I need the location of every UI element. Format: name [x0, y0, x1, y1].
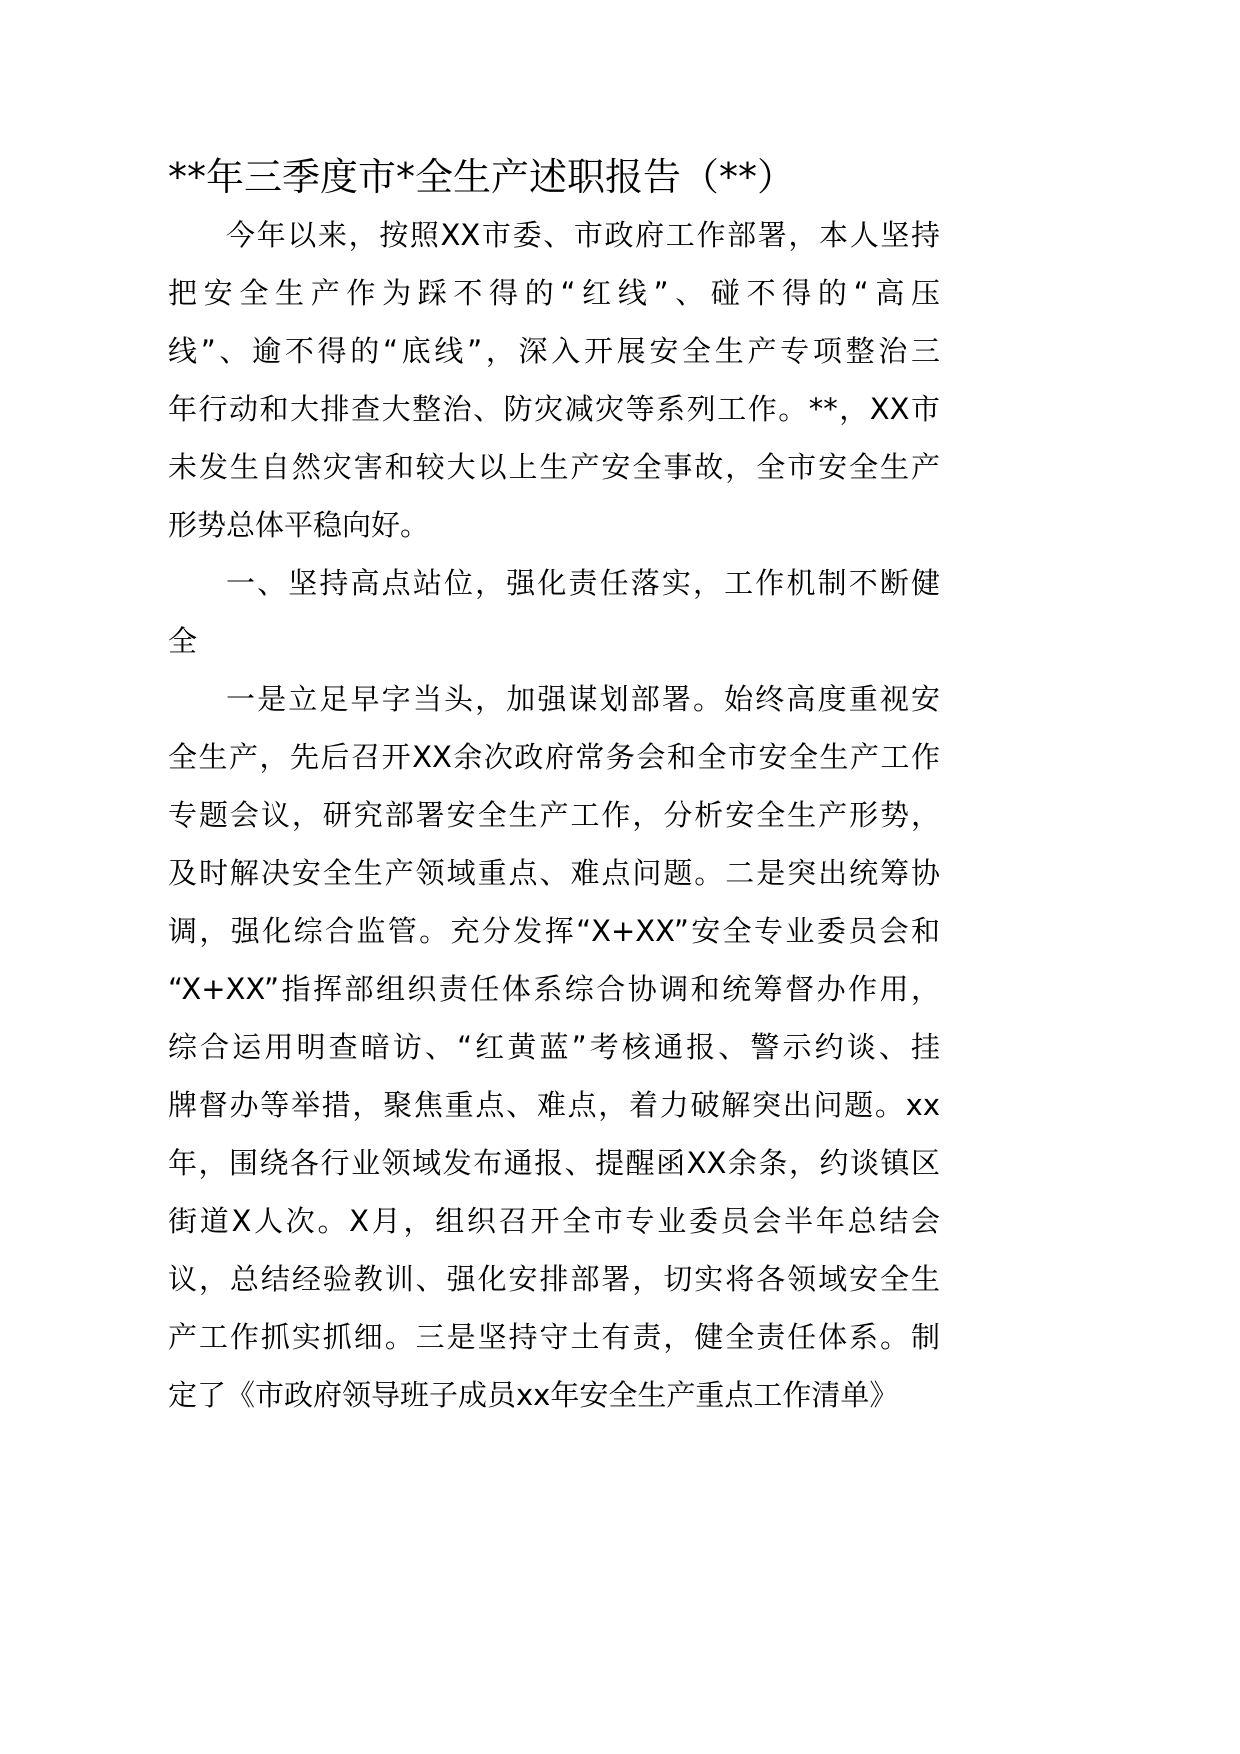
text-line: 调，强化综合监管。充分发挥“X+XX”安全专业委员会和 [168, 914, 940, 948]
text-line: 产工作抓实抓细。三是坚持守土有责，健全责任体系。制 [168, 1320, 940, 1354]
document-title: **年三季度市*全生产述职报告（**） [168, 155, 796, 199]
paragraph [168, 670, 940, 1424]
text-line: 及时解决安全生产领域重点、难点问题。二是突出统筹协 [168, 856, 940, 890]
text-line: 全生产，先后召开XX余次政府常务会和全市安全生产工作 [168, 740, 940, 774]
text-line: 一、坚持高点站位，强化责任落实，工作机制不断健 [226, 566, 940, 600]
text-line: 一是立足早字当头，加强谋划部署。始终高度重视安 [226, 682, 940, 716]
text-line: 形势总体平稳向好。 [168, 508, 430, 542]
text-line: 综合运用明查暗访、“红黄蓝”考核通报、警示约谈、挂 [168, 1030, 940, 1064]
text-line: 今年以来，按照XX市委、市政府工作部署，本人坚持 [226, 218, 940, 252]
text-line: “X+XX”指挥部组织责任体系综合协调和统筹督办作用， [168, 972, 940, 1006]
text-line: 线”、逾不得的“底线”，深入开展安全生产专项整治三 [168, 334, 940, 368]
text-line: 全 [168, 624, 198, 658]
paragraph [168, 206, 940, 554]
document-body [168, 206, 940, 1424]
text-line: 定了《市政府领导班子成员xx年安全生产重点工作清单》 [168, 1378, 899, 1412]
text-line: 未发生自然灾害和较大以上生产安全事故，全市安全生产 [168, 450, 940, 484]
paragraph [168, 554, 940, 670]
text-line: 街道X人次。X月，组织召开全市专业委员会半年总结会 [168, 1204, 940, 1238]
text-line: 议，总结经验教训、强化安排部署，切实将各领域安全生 [168, 1262, 940, 1296]
text-line: 年行动和大排查大整治、防灾减灾等系列工作。**，XX市 [168, 392, 940, 426]
text-line: 牌督办等举措，聚焦重点、难点，着力破解突出问题。xx [168, 1088, 940, 1122]
text-line: 年，围绕各行业领域发布通报、提醒函XX余条，约谈镇区 [168, 1146, 940, 1180]
text-line: 把安全生产作为踩不得的“红线”、碰不得的“高压 [168, 276, 940, 310]
text-line: 专题会议，研究部署安全生产工作，分析安全生产形势， [168, 798, 940, 832]
